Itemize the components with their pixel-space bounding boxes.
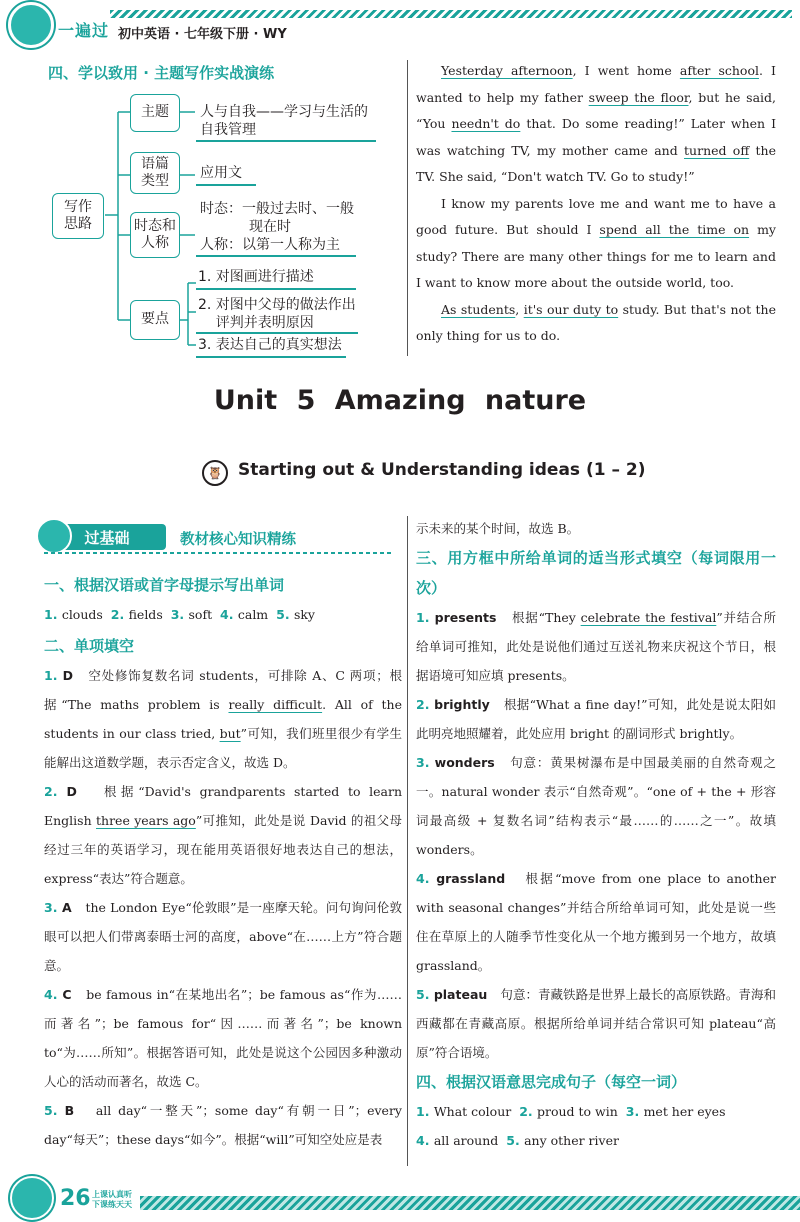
answer-item [44, 893, 402, 980]
text-run: 根据“move from one place to another with seasonal changes”并结合所给单词可知，此处是说一些住在草原上的人随季节性变化从一个地方搬到另一个地方，故填 grassland。 [416, 871, 776, 973]
writing-heading: 四、学以致用 · 主题写作实战演练 [48, 64, 275, 82]
answer-text: fields [128, 607, 171, 622]
section-4-answers [416, 1097, 776, 1155]
right-column [416, 514, 776, 1155]
item-answer: B [64, 1103, 96, 1118]
answer-text: proud to win [537, 1104, 626, 1119]
answer-number: 1. [416, 1104, 434, 1119]
text-run: . I wanted to help my father [416, 63, 776, 105]
text-run: 根据“They [511, 610, 581, 625]
item-number: 5. [416, 987, 434, 1002]
item-answer: plateau [433, 987, 501, 1002]
mascot-icon [36, 518, 72, 554]
text-run: all day“一整天”；some day“有朝一日”；every day“每天”；these days“如今”。根据“will”可知空处应是表 [44, 1103, 402, 1147]
answer-number: 5. [276, 607, 294, 622]
underlined-phrase: turned off [684, 142, 750, 158]
text-run: , [515, 301, 524, 317]
item-answer: wonders [434, 755, 511, 770]
book-title: 初中英语 · 七年级下册 · WY [118, 27, 287, 42]
key-point-1: 1. 对图画进行描述 [198, 269, 314, 285]
answer-item [416, 864, 776, 980]
answer-number: 3. [625, 1104, 644, 1119]
column-divider-top [407, 60, 408, 356]
item-answer: D [66, 784, 104, 799]
footer-mascot-icon [10, 1176, 54, 1220]
underlined-phrase: after school [679, 63, 759, 78]
item-answer: presents [434, 610, 512, 625]
text-run: 空处修饰复数名词 students，可排除 A、C 两项；根据“The maths problem is [44, 668, 402, 712]
section-1-heading: 一、根据汉语或首字母提示写出单词 [44, 576, 285, 594]
text-run: study. But that's not the only thing for us to do. [416, 301, 777, 343]
continued-text: 示未来的某个时间，故选 B。 [416, 521, 580, 536]
answer-text: all around [433, 1133, 507, 1148]
item-answer: A [62, 900, 86, 915]
footer-stripe [140, 1196, 800, 1210]
item-number: 1. [44, 668, 63, 683]
node-tense-text: 时态：一般过去时、一般 现在时 [200, 201, 354, 236]
brand-name: 一遍过 [58, 21, 110, 40]
mind-map-root: 写作 思路 [52, 193, 104, 239]
left-column [44, 570, 402, 1154]
section-3-heading: 三、用方框中所给单词的适当形式填空（每词限用一次） [416, 549, 776, 597]
answer-item [44, 980, 402, 1096]
text-run: 根据“David's grandparents started to learn English [44, 784, 402, 828]
badge-underline [44, 552, 394, 554]
owl-icon: 🦉 [202, 460, 228, 486]
text-run: ”可推知，此处是说 David 的祖父母经过三年的英语学习，现在能用英语很好地表达自己的想法，express“表达”符合题意。 [44, 813, 402, 886]
item-number: 3. [44, 900, 63, 915]
answer-number: 1. [44, 607, 62, 622]
answer-item [44, 1096, 402, 1154]
answer-text: clouds [61, 607, 111, 622]
answer-row [416, 1126, 776, 1155]
text-run: that. Do some reading!” Later when I was watching TV, my mother came and [416, 116, 777, 158]
node-tense-person: 时态和 人称 [130, 212, 180, 258]
text-run: 句意：青藏铁路是世界上最长的高原铁路。青海和西藏都在青藏高原。根据所给单词并结合常识可知 plateau“高原”符合语境。 [416, 987, 776, 1060]
key-point-2: 2. 对图中父母的做法作出 评判并表明原因 [198, 297, 356, 332]
section-2-heading: 二、单项填空 [44, 637, 135, 655]
answer-item [416, 748, 776, 864]
underlined-phrase: needn't do [451, 116, 521, 131]
text-run: , I went home [572, 63, 680, 78]
section-3-items [416, 603, 776, 1067]
item-number: 5. [44, 1103, 65, 1118]
section-2-items [44, 661, 402, 1154]
section-badge: 过基础 [48, 524, 166, 550]
answer-item [44, 777, 402, 893]
answer-number: 4. [220, 607, 238, 622]
section-1-answers [44, 600, 402, 629]
underlined-phrase: but [219, 726, 241, 741]
page-number: 26 [60, 1186, 91, 1211]
answer-item [416, 690, 776, 748]
essay-paragraph-2 [416, 191, 776, 297]
section-badge-subtitle: 教材核心知识精练 [180, 532, 296, 548]
answer-number: 4. [416, 1133, 434, 1148]
underlined-phrase: celebrate the festival [580, 610, 717, 625]
answer-number: 2. [519, 1104, 537, 1119]
item-number: 4. [416, 871, 437, 886]
lesson-title: Starting out & Understanding ideas (1 – 2) [238, 460, 646, 480]
node-key-points: 要点 [130, 300, 180, 340]
text-run: I know my parents love me and want me to have a good future. But should I [416, 195, 776, 237]
text-run: ”可知，我们班里很少有学生能解出这道数学题，表示否定含义，故选 D。 [44, 726, 402, 770]
underlined-phrase: three years ago [96, 813, 196, 828]
text-run: ”并结合所给单词可推知，此处是说他们通过互送礼物来庆祝这个节日，根据语境可知应填 presents。 [416, 610, 776, 683]
section-4-heading: 四、根据汉语意思完成句子（每空一词） [416, 1073, 687, 1091]
key-point-3: 3. 表达自己的真实想法 [198, 337, 342, 353]
underlined-phrase: sweep the floor [588, 89, 689, 105]
item-number: 2. [44, 784, 67, 799]
answer-item [416, 603, 776, 690]
answer-text: calm [237, 607, 277, 622]
underlined-phrase: really difficult [228, 697, 323, 712]
item-number: 4. [44, 987, 63, 1002]
item-answer: C [62, 987, 87, 1002]
answer-text: soft [188, 607, 221, 622]
text-run: 根据“What a fine day!”可知，此处是说太阳如此明亮地照耀着，此处应用 bright 的副词形式 brightly。 [416, 697, 776, 741]
answer-text: met her eyes [643, 1104, 734, 1119]
answer-item [44, 661, 402, 777]
text-run: the TV. She said, “Don't watch TV. Go to study!” [416, 142, 776, 184]
node-person-text: 人称：以第一人称为主 [200, 237, 340, 253]
underlined-phrase: spend all the time on [599, 222, 750, 237]
underlined-phrase: it's our duty to [523, 301, 619, 317]
item-answer: grassland [436, 871, 526, 886]
node-text-type-text: 应用文 [200, 165, 242, 181]
essay-paragraph-1 [416, 58, 776, 191]
item-answer: D [62, 668, 89, 683]
answer-row [416, 1097, 776, 1126]
underlined-phrase: Yesterday afternoon [441, 63, 573, 78]
underlined-phrase: As students [441, 301, 516, 317]
item-number: 1. [416, 610, 435, 625]
answer-item [416, 980, 776, 1067]
text-run: , but he said, “You [416, 89, 776, 131]
text-run: my study? There are many other things for me to learn and I want to know more about the outside world, too. [416, 222, 776, 290]
essay-paragraph-3 [416, 297, 776, 350]
sample-essay [416, 58, 776, 350]
footer-slogan: 上课认真听 下课练天天 [92, 1190, 132, 1209]
text-run: 句意：黄果树瀑布是中国最美丽的自然奇观之一。natural wonder 表示“自然奇观”。“one of + the + 形容词最高级 + 复数名词”结构表示“最……的……之一”。故填 wonders。 [416, 755, 776, 857]
answer-number: 5. [506, 1133, 525, 1148]
node-theme: 主题 [130, 94, 180, 132]
item-answer: brightly [434, 697, 504, 712]
text-run: the London Eye“伦敦眼”是一座摩天轮。问句询问伦敦眼可以把人们带离泰晤士河的高度，above“在……上方”符合题意。 [44, 900, 402, 973]
node-text-type: 语篇 类型 [130, 152, 180, 194]
text-run: . All of the students in our class tried, [44, 697, 403, 741]
unit-title: Unit 5 Amazing nature [213, 385, 587, 416]
answer-text: sky [293, 607, 323, 622]
item-number: 3. [416, 755, 435, 770]
answer-text: any other river [524, 1133, 627, 1148]
text-run: be famous in“在某地出名”；be famous as“作为……而著名”；be famous for“因……而著名”；be known to“为……所知”。根据答语可知，此处是说这个公园因多种激动人心的活动而著名，故选 C。 [44, 987, 403, 1089]
answer-number: 3. [170, 607, 189, 622]
answer-text: What colour [433, 1104, 520, 1119]
node-theme-text: 人与自我——学习与生活的 自我管理 [200, 104, 368, 139]
answer-number: 2. [110, 607, 129, 622]
item-number: 2. [416, 697, 435, 712]
column-divider-bottom [407, 516, 408, 1166]
